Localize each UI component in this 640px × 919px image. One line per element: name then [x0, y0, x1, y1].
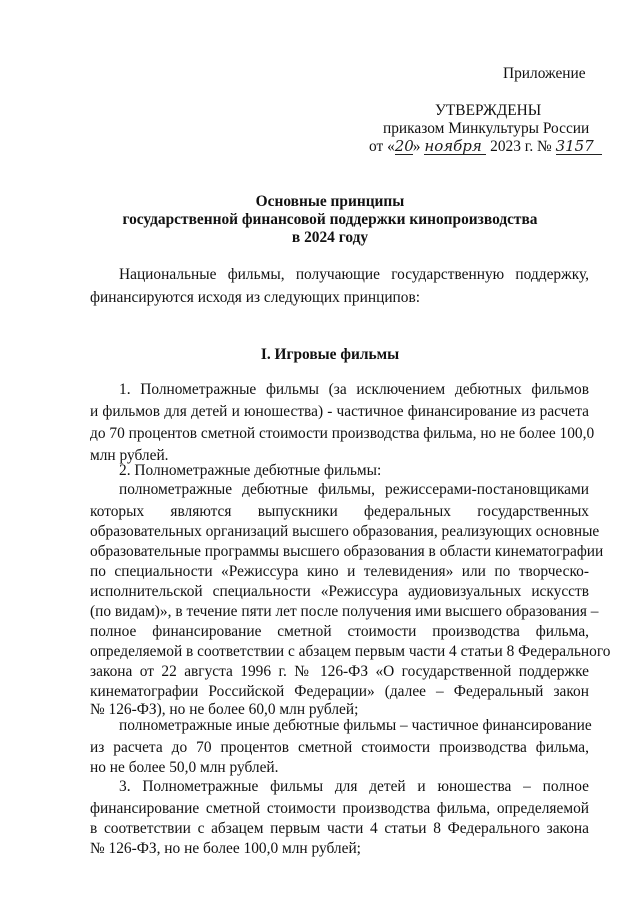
p2a-line-5: по специальности «Режиссура кино и телевидения» или по творческо- — [90, 563, 589, 580]
p2a-line-6: исполнительской специальности «Режиссура аудиовизуальных искусств — [90, 583, 589, 600]
p2b-line-2: из расчета до 70 процентов сметной стоимости производства фильма, — [90, 739, 589, 756]
p2a-line-8: полное финансирование сметной стоимости производства фильма, — [90, 623, 589, 640]
p2a-line-10: закона от 22 августа 1996 г. № 126-ФЗ «О государственной поддержке — [90, 663, 589, 680]
title-line-3: в 2024 году — [291, 229, 369, 246]
date-suffix: 2023 г. № — [486, 138, 556, 155]
p2-heading: 2. Полнометражные дебютные фильмы: — [119, 462, 382, 479]
intro-line-2: финансируются исходя из следующих принципов: — [90, 289, 421, 306]
p2a-line-9: определяемой в соответствии с абзацем первым части 4 статьи 8 Федерального — [90, 643, 611, 660]
p2a-line-4: образовательные программы высшего образования в области кинематографии — [90, 543, 604, 560]
p2b-line-1: полнометражные иные дебютные фильмы – частичное финансирование — [119, 717, 592, 734]
date-day: 20 — [394, 137, 414, 155]
p3-line-2: финансирование сметной стоимости производства фильма, определяемой — [90, 800, 589, 817]
date-prefix: от « — [369, 138, 395, 155]
p2a-line-11: кинематографии Российской Федерации» (далее – Федеральный закон — [90, 683, 589, 700]
date-month: ноября — [424, 138, 486, 155]
p2a-line-7: (по видам)», в течение пяти лет после получения ими высшего образования – — [90, 603, 599, 620]
p1-line-2: и фильмов для детей и юношества) - частичное финансирование из расчета — [90, 403, 589, 420]
p2a-line-3: образовательных организаций высшего образования, реализующих основные — [90, 523, 600, 540]
p3-line-3: в соответствии с абзацем первым части 4 статьи 8 Федерального закона — [90, 820, 589, 837]
title-line-1: Основные принципы — [255, 193, 405, 210]
order-date-line — [369, 137, 602, 156]
p2a-line-1: полнометражные дебютные фильмы, режиссерами-постановщиками — [119, 481, 589, 498]
p3-line-4: № 126-ФЗ, но не более 100,0 млн рублей; — [90, 840, 361, 857]
appendix-label: Приложение — [503, 65, 586, 82]
date-mid: » — [412, 138, 425, 155]
p1-line-1: 1. Полнометражные фильмы (за исключением дебютных фильмов — [119, 381, 589, 398]
p1-line-3: до 70 процентов сметной стоимости производства фильма, но не более 100,0 — [90, 425, 595, 442]
section-heading: I. Игровые фильмы — [260, 346, 400, 363]
p3-line-1: 3. Полнометражные фильмы для детей и юношества – полное — [119, 778, 589, 795]
order-line: приказом Минкультуры России — [383, 120, 590, 137]
title-line-2: государственной финансовой поддержки кинопроизводства — [122, 211, 538, 228]
approved-label: УТВЕРЖДЕНЫ — [435, 102, 542, 119]
p1-line-4: млн рублей. — [90, 447, 169, 464]
order-number: 3157 — [556, 138, 602, 155]
p2b-line-3: но не более 50,0 млн рублей. — [90, 759, 279, 776]
p2a-line-2: которых являются выпускники федеральных государственных — [90, 503, 589, 520]
p2a-line-12: № 126-ФЗ), но не более 60,0 млн рублей; — [90, 701, 359, 718]
intro-line-1: Национальные фильмы, получающие государственную поддержку, — [119, 266, 589, 283]
